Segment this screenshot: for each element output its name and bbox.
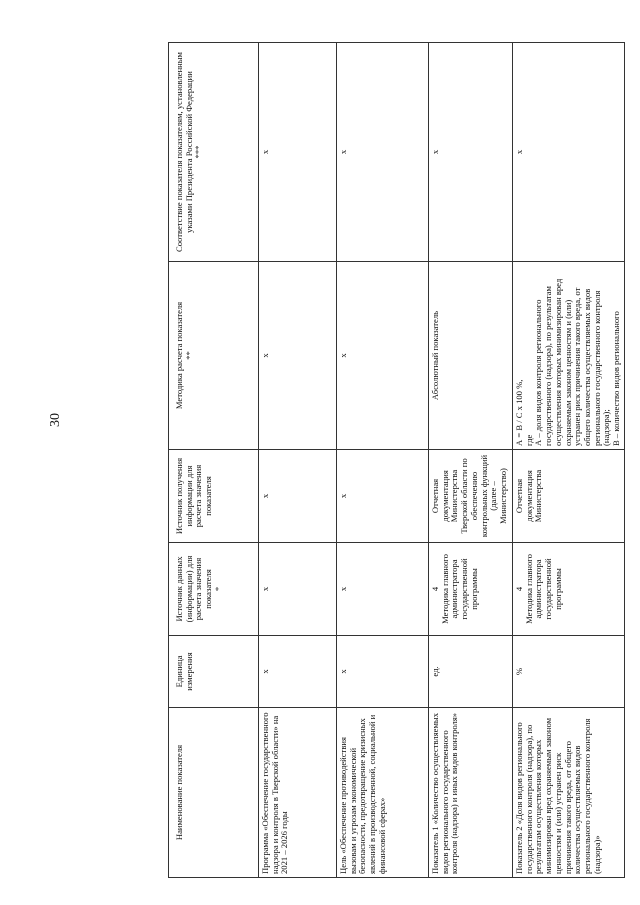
cell-name: Показатель 2 «Доля видов регионального государственного контроля (надзора), по результатам осуществления которых минимизирован вред охраняемым законом ценностям и (или) устранен риск причинения такого вреда, от общего количества осуществляемых видов регионального государственного контроля (надзора)» [513, 708, 625, 878]
cell-name: Цель «Обеспечение противодействия вызовам и угрозам экономической безопасности, предотвращение кризисных явлений в производственной, социальной и финансовой сферах» [337, 708, 429, 878]
cell-method: х [259, 262, 337, 450]
cell-data-source: х [259, 543, 337, 636]
cell-method: Абсолютный показатель [429, 262, 513, 450]
cell-unit: ед. [429, 636, 513, 708]
cell-unit: % [513, 636, 625, 708]
header-data-source: Источник данных (информации) для расчета значения показателя * [169, 543, 259, 636]
cell-method: х [337, 262, 429, 450]
cell-data-source: х [337, 543, 429, 636]
cell-name: Показатель 1 «Количество осуществляемых видов регионального государственного контроля (надзора) и иных видов контроля» [429, 708, 513, 878]
table-row [513, 43, 625, 878]
cell-info-source: х [337, 450, 429, 543]
header-row [169, 43, 259, 878]
cell-info-source: х [259, 450, 337, 543]
cell-data-source: 4 Методика главного администратора государственной программы [429, 543, 513, 636]
cell-compliance: х [259, 43, 337, 262]
cell-compliance: х [513, 43, 625, 262]
table-row [429, 43, 513, 878]
cell-name: Программа «Обеспечение государственного надзора и контроля в Тверской области» на 2021 – 2026 годы [259, 708, 337, 878]
cell-info-source: Отчетная документация Министерства Тверской области по обеспечению контрольных функций (далее – Министерство) [429, 450, 513, 543]
page-number: 30 [48, 413, 63, 427]
header-info-source: Источник получения информации для расчета значения показателя [169, 450, 259, 543]
cell-method: А = В / С х 100 %, где А – доля видов контроля регионального государственного (надзора), по результатам осуществления которых минимизирован вред охраняемым законом ценностям и (или) устранен риск причинения такого вреда, от общего количества осуществляемых видов регионального государственного контроля (надзора); В – количество видов регионального [513, 262, 625, 450]
header-unit: Единица измерения [169, 636, 259, 708]
cell-compliance: х [337, 43, 429, 262]
header-indicator-name: Наименование показателя [169, 708, 259, 878]
table-row [337, 43, 429, 878]
header-method: Методика расчета показателя ** [169, 262, 259, 450]
cell-unit: х [337, 636, 429, 708]
cell-info-source: Отчетная документация Министерства [513, 450, 625, 543]
cell-data-source: 4 Методика главного администратора государственной программы [513, 543, 625, 636]
cell-unit: х [259, 636, 337, 708]
header-compliance: Соответствие показателя показателям, установленным указами Президента Российской Федерации *** [169, 43, 259, 262]
cell-compliance: х [429, 43, 513, 262]
indicator-table [168, 43, 622, 878]
table-row [259, 43, 337, 878]
